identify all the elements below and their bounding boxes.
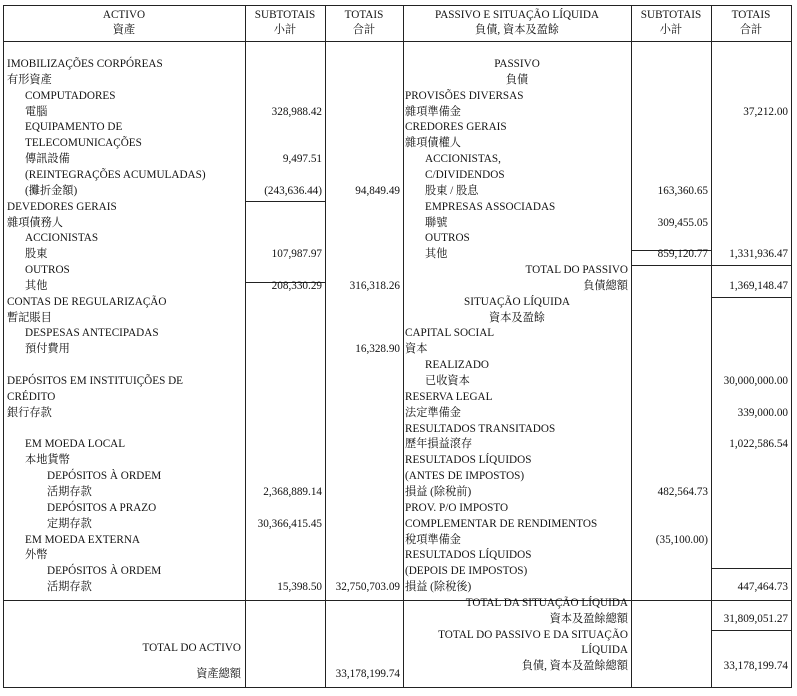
activo-item-label: IMOBILIZAÇÕES CORPÓREAS — [7, 58, 163, 70]
passivo-item-total: 33,178,199.74 — [723, 660, 788, 672]
activo-item-subtotal: 2,368,889.14 — [263, 486, 322, 498]
balance-sheet — [3, 5, 792, 688]
passivo-item-label: 稅項準備金 — [405, 534, 461, 546]
header-subtotais-right: SUBTOTAIS — [640, 9, 702, 21]
rule-sub-imob — [245, 201, 325, 202]
rule-right-edge — [791, 5, 792, 688]
passivo-item-label: C/DIVIDENDOS — [425, 169, 505, 181]
activo-item-subtotal: (243,636.44) — [264, 185, 322, 197]
activo-item-label: 電腦 — [25, 106, 48, 118]
activo-item-label: (REINTEGRAÇÕES ACUMULADAS) — [25, 169, 206, 181]
passivo-item-subtotal: 482,564.73 — [657, 486, 708, 498]
passivo-item-label: 聯號 — [425, 217, 448, 229]
passivo-item-subtotal: 859,120.77 — [657, 248, 708, 260]
passivo-item-label: EMPRESAS ASSOCIADAS — [425, 201, 556, 213]
activo-item-label: 活期存款 — [47, 581, 92, 593]
activo-item-total: 32,750,703.09 — [335, 581, 400, 593]
header-totais: TOTAIS — [344, 9, 384, 21]
activo-item-total: 316,318.26 — [349, 280, 400, 292]
header-totais-zh: 合計 — [352, 24, 376, 36]
activo-item-label: 本地貨幣 — [25, 454, 70, 466]
rule-header-bottom — [3, 41, 792, 42]
rule-after-total-passivo — [711, 297, 791, 298]
passivo-item-label: ACCIONISTAS, — [425, 153, 501, 165]
activo-item-label: 傳訊設備 — [25, 153, 70, 165]
passivo-item-label: 負債總額 — [583, 280, 628, 292]
activo-item-label: 銀行存款 — [7, 407, 52, 419]
rule-total-passivo — [631, 265, 791, 266]
passivo-item-label: RESULTADOS LÍQUIDOS — [405, 454, 532, 466]
activo-item-subtotal: 30,366,415.45 — [257, 518, 322, 530]
header-activo: ACTIVO — [102, 9, 146, 21]
activo-item-label: 定期存款 — [47, 518, 92, 530]
passivo-item-label: PASSIVO — [494, 58, 540, 70]
passivo-item-label: PROVISÕES DIVERSAS — [405, 90, 524, 102]
total-activo-value: 33,178,199.74 — [335, 668, 400, 680]
passivo-item-label: 負債, 資本及盈餘總額 — [521, 660, 628, 672]
activo-item-label: CONTAS DE REGULARIZAÇÃO — [7, 296, 167, 308]
passivo-item-total: 447,464.73 — [737, 581, 788, 593]
passivo-item-total: 1,331,936.47 — [729, 248, 788, 260]
passivo-item-label: 損益 (除稅前) — [405, 486, 472, 498]
passivo-item-label: RESULTADOS TRANSITADOS — [405, 423, 556, 435]
rule-bottom — [3, 687, 792, 688]
header-subtotais-zh: 小計 — [273, 24, 297, 36]
activo-item-label: DEPÓSITOS À ORDEM — [47, 470, 162, 482]
activo-item-label: OUTROS — [25, 264, 70, 276]
passivo-item-total: 339,000.00 — [737, 407, 788, 419]
rule-after-sl-total — [711, 630, 791, 631]
header-passivo-zh: 負債, 資本及盈餘 — [475, 24, 559, 36]
passivo-item-label: SITUAÇÃO LÍQUIDA — [464, 296, 570, 308]
header-totais-right-zh: 合計 — [739, 24, 763, 36]
activo-item-label: 其他 — [25, 280, 48, 292]
passivo-item-label: 資本及盈餘總額 — [549, 613, 628, 625]
activo-item-label: 外幣 — [25, 549, 48, 561]
passivo-item-label: 雜項債權人 — [405, 137, 461, 149]
activo-item-label: 暫記賬目 — [7, 312, 52, 324]
activo-item-label: (攤折金額) — [25, 185, 78, 197]
header-passivo: PASSIVO E SITUAÇÃO LÍQUIDA — [435, 9, 599, 21]
passivo-item-label: (DEPOIS DE IMPOSTOS) — [405, 565, 528, 577]
rule-above-total-activo — [3, 600, 403, 601]
passivo-item-subtotal: 309,455.05 — [657, 217, 708, 229]
header-subtotais: SUBTOTAIS — [254, 9, 316, 21]
rule-passivo-subtotais — [631, 5, 632, 688]
header-totais-right: TOTAIS — [731, 9, 771, 21]
activo-item-label: EM MOEDA LOCAL — [25, 438, 126, 450]
passivo-item-label: REALIZADO — [425, 359, 490, 371]
activo-item-subtotal: 328,988.42 — [271, 106, 322, 118]
passivo-item-label: 法定準備金 — [405, 407, 461, 419]
activo-item-label: DESPESAS ANTECIPADAS — [25, 327, 159, 339]
passivo-item-label: CREDORES GERAIS — [405, 121, 507, 133]
activo-item-label: CRÉDITO — [7, 391, 56, 403]
activo-item-total: 94,849.49 — [355, 185, 400, 197]
passivo-item-label: TOTAL DA SITUAÇÃO LÍQUIDA — [465, 597, 628, 609]
activo-item-label: EQUIPAMENTO DE — [25, 121, 123, 133]
passivo-item-label: LÍQUIDA — [581, 644, 628, 656]
activo-item-subtotal: 107,987.97 — [271, 248, 322, 260]
activo-item-label: COMPUTADORES — [25, 90, 116, 102]
passivo-item-total: 1,369,148.47 — [729, 280, 788, 292]
passivo-item-label: OUTROS — [425, 232, 470, 244]
passivo-item-label: (ANTES DE IMPOSTOS) — [405, 470, 525, 482]
activo-item-total: 16,328.90 — [355, 343, 400, 355]
passivo-item-label: TOTAL DO PASSIVO E DA SITUAÇÃO — [438, 629, 628, 641]
total-activo-label: TOTAL DO ACTIVO — [142, 642, 241, 654]
passivo-item-total: 1,022,586.54 — [729, 438, 788, 450]
activo-item-label: 股東 — [25, 248, 48, 260]
passivo-item-label: TOTAL DO PASSIVO — [525, 264, 628, 276]
activo-item-subtotal: 9,497.51 — [282, 153, 322, 165]
total-activo-label-zh: 資產總額 — [196, 668, 241, 680]
rule-resultados — [711, 568, 791, 569]
passivo-item-label: 歷年損益滾存 — [405, 438, 473, 450]
passivo-item-label: RESERVA LEGAL — [405, 391, 493, 403]
passivo-item-label: 資本 — [405, 343, 428, 355]
activo-item-label: DEPÓSITOS EM INSTITUIÇÕES DE — [7, 375, 184, 387]
passivo-item-label: RESULTADOS LÍQUIDOS — [405, 549, 532, 561]
passivo-item-label: 損益 (除稅後) — [405, 581, 472, 593]
passivo-item-label: 股東 / 股息 — [425, 185, 479, 197]
passivo-item-label: COMPLEMENTAR DE RENDIMENTOS — [405, 518, 598, 530]
passivo-item-total: 30,000,000.00 — [723, 375, 788, 387]
activo-item-subtotal: 208,330.29 — [271, 280, 322, 292]
header-activo-zh: 資產 — [112, 24, 136, 36]
activo-item-label: 活期存款 — [47, 486, 92, 498]
activo-item-label: DEPÓSITOS À ORDEM — [47, 565, 162, 577]
passivo-item-total: 37,212.00 — [743, 106, 788, 118]
passivo-item-subtotal: 163,360.65 — [657, 185, 708, 197]
passivo-item-label: PROV. P/O IMPOSTO — [405, 502, 509, 514]
activo-item-label: 預付費用 — [25, 343, 70, 355]
passivo-item-label: CAPITAL SOCIAL — [405, 327, 495, 339]
rule-left-edge — [3, 5, 4, 688]
activo-item-label: DEPÓSITOS A PRAZO — [47, 502, 157, 514]
passivo-item-total: 31,809,051.27 — [723, 613, 788, 625]
activo-item-label: TELECOMUNICAÇÕES — [25, 137, 142, 149]
rule-totais-passivo — [403, 5, 404, 688]
header-subtotais-right-zh: 小計 — [659, 24, 683, 36]
passivo-item-label: 資本及盈餘 — [489, 312, 545, 324]
passivo-item-label: 其他 — [425, 248, 448, 260]
activo-item-label: 有形資產 — [7, 74, 52, 86]
passivo-item-label: 負債 — [505, 74, 529, 86]
passivo-item-subtotal: (35,100.00) — [655, 534, 708, 546]
activo-item-label: EM MOEDA EXTERNA — [25, 534, 140, 546]
activo-item-label: ACCIONISTAS — [25, 232, 99, 244]
activo-item-label: 雜項債務人 — [7, 217, 63, 229]
activo-item-subtotal: 15,398.50 — [277, 581, 322, 593]
activo-item-label: DEVEDORES GERAIS — [7, 201, 117, 213]
rule-top — [3, 5, 792, 6]
passivo-item-label: 雜項準備金 — [405, 106, 461, 118]
passivo-item-label: 已收資本 — [425, 375, 470, 387]
